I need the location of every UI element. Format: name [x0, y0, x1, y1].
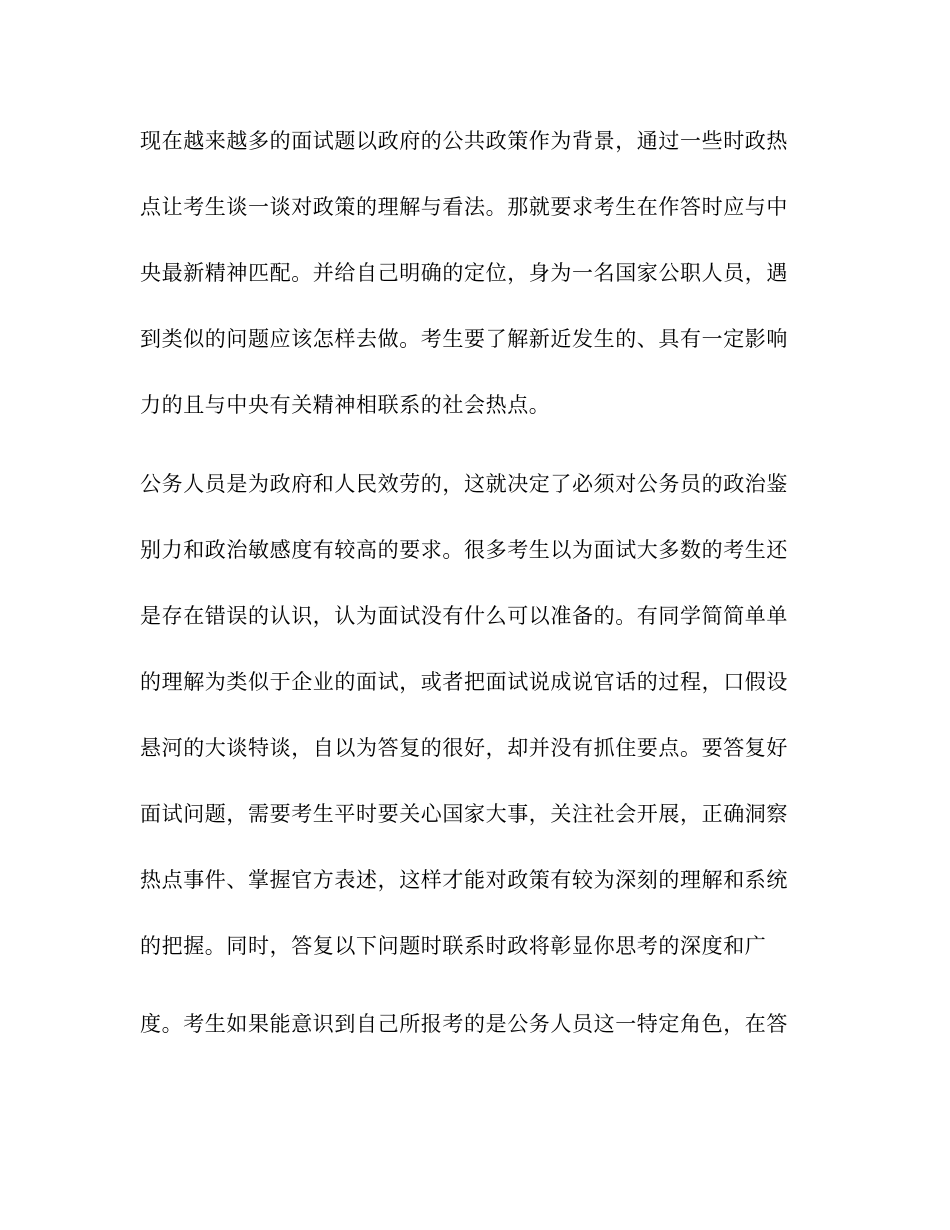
text-line: 别力和政治敏感度有较高的要求。很多考生以为面试大多数的考生还	[140, 538, 788, 562]
text-line: 力的且与中央有关精神相联系的社会热点。	[140, 393, 551, 417]
text-line: 的把握。同时，答复以下问题时联系时政将彰显你思考的深度和广	[140, 934, 767, 958]
text-line: 热点事件、掌握官方表述，这样才能对政策有较为深刻的理解和系统	[140, 868, 788, 892]
text-line: 悬河的大谈特谈，自以为答复的很好，却并没有抓住要点。要答复好	[140, 736, 788, 760]
text-line: 公务人员是为政府和人民效劳的，这就决定了必须对公务员的政治鉴	[140, 472, 788, 496]
text-line: 是存在错误的认识，认为面试没有什么可以准备的。有同学简简单单	[140, 604, 788, 628]
text-line: 的理解为类似于企业的面试，或者把面试说成说官话的过程，口假设	[140, 670, 788, 694]
text-line: 到类似的问题应该怎样去做。考生要了解新近发生的、具有一定影响	[140, 327, 788, 351]
text-line: 面试问题，需要考生平时要关心国家大事，关注社会开展，正确洞察	[140, 802, 788, 826]
text-line: 点让考生谈一谈对政策的理解与看法。那就要求考生在作答时应与中	[140, 195, 788, 219]
text-line: 央最新精神匹配。并给自己明确的定位，身为一名国家公职人员，遇	[140, 261, 788, 285]
text-line: 现在越来越多的面试题以政府的公共政策作为背景，通过一些时政热	[140, 129, 788, 153]
text-line: 度。考生如果能意识到自己所报考的是公务人员这一特定角色，在答	[140, 1012, 788, 1036]
